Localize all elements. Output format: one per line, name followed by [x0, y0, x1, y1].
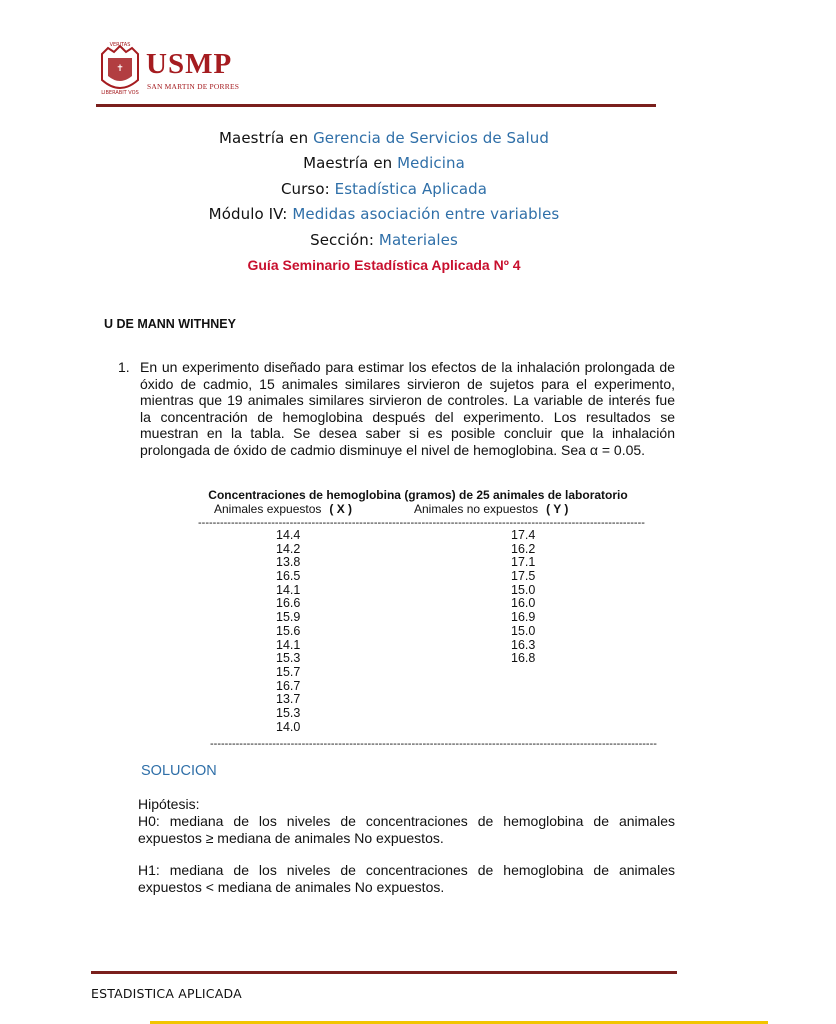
table-title: Concentraciones de hemoglobina (gramos) de 25 animales de laboratorio	[208, 488, 628, 502]
header-rule	[96, 104, 656, 107]
logo-wordmark: USMP	[146, 48, 233, 80]
section-heading: U DE MANN WITHNEY	[104, 317, 236, 331]
footer-rule	[91, 971, 677, 974]
table-cell: 16.2	[511, 541, 536, 556]
col-y-header: Animales no expuestos ( Y )	[414, 502, 569, 516]
table-cell: 14.4	[276, 528, 301, 542]
table-cell: 17.5	[511, 569, 536, 584]
table-cell: 16.6	[276, 596, 301, 611]
course-line: Curso: Estadística Aplicada	[280, 180, 488, 198]
table-cell: 13.8	[276, 555, 301, 570]
program-line-2: Maestría en Medicina	[303, 154, 465, 172]
logo-subtext: SAN MARTIN DE PORRES	[147, 82, 240, 91]
table-cell: 17.1	[511, 555, 536, 570]
svg-text:LIBERABIT VOS: LIBERABIT VOS	[101, 90, 139, 96]
table-cell: 15.3	[276, 705, 301, 720]
module-line: Módulo IV: Medidas asociación entre variables	[208, 205, 560, 223]
table-cell: 15.0	[511, 582, 536, 597]
footer-label: ESTADISTICA APLICADA	[91, 986, 242, 1001]
usmp-logo	[94, 40, 244, 98]
col-x-values	[276, 529, 300, 734]
table-cell: 16.9	[511, 610, 536, 625]
table-cell: 16.3	[511, 637, 536, 652]
section-line: Sección: Materiales	[310, 231, 458, 249]
hypothesis-label: Hipótesis:	[138, 796, 200, 812]
col-x-header: Animales expuestos ( X )	[214, 502, 353, 516]
table-cell: 14.0	[276, 719, 301, 734]
svg-text:VERITAS: VERITAS	[109, 42, 131, 48]
table-cell: 17.4	[511, 528, 536, 542]
hypothesis-h1: H1: mediana de los niveles de concentraciones de hemoglobina de animales expuestos < mediana de animales No expuestos.	[138, 862, 675, 895]
table-cell: 15.6	[276, 623, 301, 638]
table-cell: 16.0	[511, 596, 536, 611]
table-cell: 14.1	[276, 582, 301, 597]
col-y-values	[511, 529, 535, 666]
table-cell: 13.7	[276, 692, 301, 707]
table-cell: 15.3	[276, 651, 301, 666]
problem-statement: En un experimento diseñado para estimar los efectos de la inhalación prolongada de óxido de cadmio, 15 animales similares sirvieron de sujetos para el experimento, mientras que 19 animales similares sirvieron de controles. La variable de interés fue la concentración de hemoglobina después del experimento. Los resultados se muestran en la tabla. Se desea saber si es posible concluir que la inhalación prolongada de óxido de cadmio disminuye el nivel de hemoglobina. Sea α = 0.05.	[140, 359, 675, 458]
solution-heading: SOLUCION	[141, 763, 217, 779]
table-cell: 15.9	[276, 610, 301, 625]
table-cell: 16.5	[276, 569, 301, 584]
table-cell: 15.0	[511, 623, 536, 638]
program-line-1: Maestría en Gerencia de Servicios de Salud	[219, 129, 549, 147]
table-cell: 14.2	[276, 541, 301, 556]
hypothesis-h0: H0: mediana de los niveles de concentraciones de hemoglobina de animales expuestos ≥ mediana de animales No expuestos.	[138, 813, 675, 846]
table-top-divider: --------------------------------------------------------------------------------------------------------------------------	[198, 517, 645, 529]
table-cell: 16.7	[276, 678, 301, 693]
table-cell: 16.8	[511, 651, 536, 666]
table-cell: 15.7	[276, 664, 301, 679]
svg-text:✝: ✝	[116, 64, 124, 74]
problem-number: 1.	[118, 359, 130, 375]
table-cell: 14.1	[276, 637, 301, 652]
table-bottom-divider: --------------------------------------------------------------------------------------------------------------------------	[210, 738, 657, 750]
guide-title: Guía Seminario Estadística Aplicada Nº 4	[247, 257, 521, 273]
